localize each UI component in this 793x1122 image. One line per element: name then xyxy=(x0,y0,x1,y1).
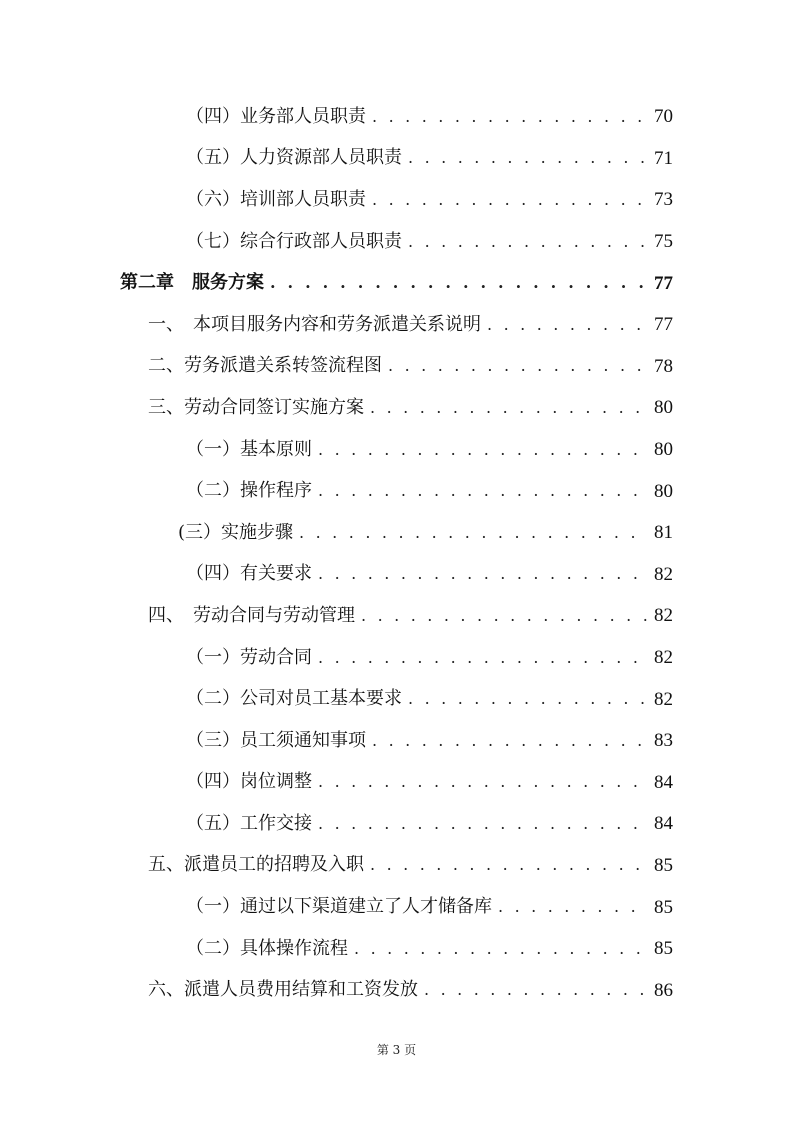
dot-leader xyxy=(388,358,648,374)
toc-entry-title: 三、劳动合同签订实施方案 xyxy=(148,396,364,418)
toc-entry-page: 82 xyxy=(654,563,673,585)
dot-leader xyxy=(408,234,648,250)
dot-leader xyxy=(408,150,648,166)
dot-leader xyxy=(370,400,648,416)
toc-entry-title: （四）有关要求 xyxy=(186,563,312,585)
dot-leader xyxy=(370,857,648,873)
toc-entry[interactable] xyxy=(0,803,793,845)
toc-entry-title: 二、劳务派遣关系转签流程图 xyxy=(148,355,382,377)
toc-entry-title: （五）人力资源部人员职责 xyxy=(186,147,402,169)
toc-entry-title: （三）员工须通知事项 xyxy=(186,729,366,751)
dot-leader xyxy=(270,275,648,291)
dot-leader xyxy=(354,941,648,957)
toc-entry-page: 85 xyxy=(654,854,673,876)
dot-leader xyxy=(498,899,648,915)
toc-entry-page: 80 xyxy=(654,439,673,461)
dot-leader xyxy=(361,608,648,624)
toc-entry[interactable] xyxy=(0,595,793,637)
toc-entry[interactable] xyxy=(0,138,793,180)
toc-entry-page: 81 xyxy=(654,522,673,544)
toc-entry-title: （七）综合行政部人员职责 xyxy=(186,230,402,252)
toc-entry[interactable] xyxy=(0,346,793,388)
toc-entry-title: （四）业务部人员职责 xyxy=(186,105,366,127)
toc-entry-page: 77 xyxy=(654,314,673,336)
toc-entry[interactable] xyxy=(0,304,793,346)
toc-entry-title: （六）培训部人员职责 xyxy=(186,188,366,210)
toc-entry[interactable] xyxy=(0,720,793,762)
dot-leader xyxy=(318,816,648,832)
toc-entry[interactable] xyxy=(0,470,793,512)
dot-leader xyxy=(318,483,648,499)
toc-entry[interactable] xyxy=(0,554,793,596)
toc-entry[interactable] xyxy=(0,762,793,804)
toc-entry-title: （一）基本原则 xyxy=(186,438,312,460)
toc-entry[interactable] xyxy=(0,512,793,554)
toc-entry-page: 73 xyxy=(654,189,673,211)
toc-entry-title: （二）操作程序 xyxy=(186,480,312,502)
toc-entry-title: 六、派遣人员费用结算和工资发放 xyxy=(148,979,418,1001)
dot-leader xyxy=(424,982,648,998)
toc-entry-title: (三）实施步骤 xyxy=(178,521,294,543)
toc-entry-title: （一）通过以下渠道建立了人才储备库 xyxy=(186,896,492,918)
toc-entry-title: 一、 本项目服务内容和劳务派遣关系说明 xyxy=(148,313,481,335)
toc-entry-page: 85 xyxy=(654,896,673,918)
toc-entry-page: 80 xyxy=(654,397,673,419)
dot-leader xyxy=(318,442,648,458)
dot-leader xyxy=(318,650,648,666)
toc-entry-page: 80 xyxy=(654,480,673,502)
toc-entry-page: 71 xyxy=(654,147,673,169)
dot-leader xyxy=(318,566,648,582)
toc-entry-title: （一）劳动合同 xyxy=(186,646,312,668)
toc-chapter-title: 第二章 服务方案 xyxy=(120,272,264,294)
toc-entry[interactable] xyxy=(0,221,793,263)
dot-leader xyxy=(372,733,648,749)
toc-chapter-entry[interactable] xyxy=(0,262,793,304)
toc-entry[interactable] xyxy=(0,928,793,970)
toc-entry-title: 四、 劳动合同与劳动管理 xyxy=(148,604,355,626)
table-of-contents xyxy=(0,96,793,1011)
toc-entry-page: 82 xyxy=(654,688,673,710)
toc-entry-page: 78 xyxy=(654,355,673,377)
toc-entry-page: 82 xyxy=(654,647,673,669)
toc-entry-page: 75 xyxy=(654,231,673,253)
toc-entry[interactable] xyxy=(0,637,793,679)
page-number-footer: 第 3 页 xyxy=(376,1043,417,1057)
toc-entry-page: 70 xyxy=(654,106,673,128)
toc-entry-page: 83 xyxy=(654,730,673,752)
toc-entry-title: （五）工作交接 xyxy=(186,812,312,834)
toc-entry-page: 84 xyxy=(654,771,673,793)
toc-entry[interactable] xyxy=(0,179,793,221)
toc-entry-page: 86 xyxy=(654,979,673,1001)
toc-entry-page: 82 xyxy=(654,605,673,627)
dot-leader xyxy=(372,192,648,208)
toc-entry[interactable] xyxy=(0,387,793,429)
toc-entry[interactable] xyxy=(0,96,793,138)
toc-entry[interactable] xyxy=(0,429,793,471)
dot-leader xyxy=(318,774,648,790)
toc-entry-title: 五、派遣员工的招聘及入职 xyxy=(148,854,364,876)
dot-leader xyxy=(299,525,648,541)
toc-entry-title: （二）具体操作流程 xyxy=(186,937,348,959)
toc-entry-page: 77 xyxy=(654,272,673,294)
toc-entry-page: 84 xyxy=(654,813,673,835)
toc-entry-title: （四）岗位调整 xyxy=(186,771,312,793)
dot-leader xyxy=(408,691,648,707)
toc-entry[interactable] xyxy=(0,886,793,928)
dot-leader xyxy=(372,109,648,125)
toc-entry[interactable] xyxy=(0,969,793,1011)
toc-entry[interactable] xyxy=(0,678,793,720)
toc-entry-page: 85 xyxy=(654,938,673,960)
toc-entry[interactable] xyxy=(0,845,793,887)
toc-entry-title: （二）公司对员工基本要求 xyxy=(186,688,402,710)
dot-leader xyxy=(487,317,648,333)
